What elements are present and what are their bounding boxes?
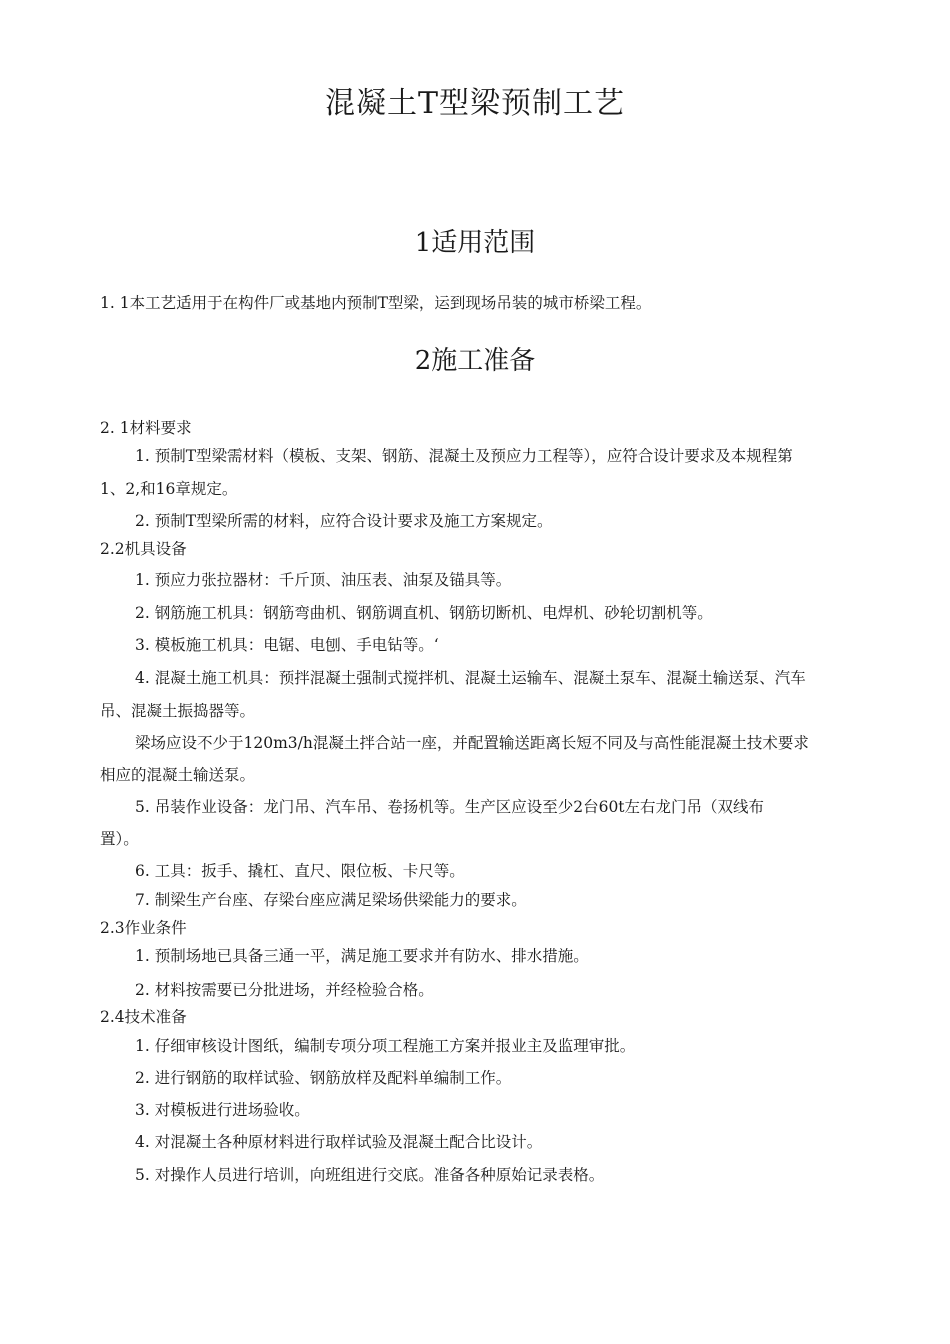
list-item-continuation: 吊、混凝土振捣器等。 <box>100 702 256 720</box>
subsection-2-1-heading: 2. 1材料要求 <box>100 419 192 437</box>
list-item: 1. 预应力张拉器材：千斤顶、油压表、油泵及锚具等。 <box>135 571 512 589</box>
note-paragraph-continuation: 相应的混凝土输送泵。 <box>100 766 256 784</box>
document-title: 混凝土T型梁预制工艺 <box>324 86 625 121</box>
note-paragraph: 梁场应设不少于120m3/h混凝土拌合站一座，并配置输送距离长短不同及与高性能混凝土技术要求 <box>135 734 809 752</box>
list-item: 2. 预制T型梁所需的材料，应符合设计要求及施工方案规定。 <box>135 512 553 530</box>
section-2-heading: 2施工准备 <box>414 346 536 376</box>
list-item: 1. 仔细审核设计图纸，编制专项分项工程施工方案并报业主及监理审批。 <box>135 1037 636 1055</box>
list-item: 2. 材料按需要已分批进场，并经检验合格。 <box>135 981 434 999</box>
list-item: 5. 吊装作业设备：龙门吊、汽车吊、卷扬机等。生产区应设至少2台60t左右龙门吊（双线布 <box>135 798 765 816</box>
list-item: 1. 预制T型梁需材料（模板、支架、钢筋、混凝土及预应力工程等），应符合设计要求及本规程第 <box>135 447 793 465</box>
subsection-2-2-heading: 2.2机具设备 <box>100 540 187 558</box>
subsection-2-3-heading: 2.3作业条件 <box>100 919 187 937</box>
list-item: 2. 钢筋施工机具：钢筋弯曲机、钢筋调直机、钢筋切断机、电焊机、砂轮切割机等。 <box>135 604 713 622</box>
list-item: 5. 对操作人员进行培训，向班组进行交底。准备各种原始记录表格。 <box>135 1166 605 1184</box>
list-item: 3. 对模板进行进场验收。 <box>135 1101 310 1119</box>
list-item: 2. 进行钢筋的取样试验、钢筋放样及配料单编制工作。 <box>135 1069 512 1087</box>
list-item-continuation: 1、2,和16章规定。 <box>100 480 238 498</box>
subsection-2-4-heading: 2.4技术准备 <box>100 1008 187 1026</box>
list-item-continuation: 置）。 <box>100 830 139 848</box>
list-item: 4. 混凝土施工机具：预拌混凝土强制式搅拌机、混凝土运输车、混凝土泵车、混凝土输送泵、汽车 <box>135 669 806 687</box>
section-1-heading: 1适用范围 <box>414 228 536 258</box>
list-item: 7. 制梁生产台座、存梁台座应满足梁场供梁能力的要求。 <box>135 891 527 909</box>
list-item: 1. 预制场地已具备三通一平，满足施工要求并有防水、排水措施。 <box>135 947 589 965</box>
list-item: 4. 对混凝土各种原材料进行取样试验及混凝土配合比设计。 <box>135 1133 543 1151</box>
list-item: 6. 工具：扳手、撬杠、直尺、限位板、卡尺等。 <box>135 862 465 880</box>
list-item: 3. 模板施工机具：电锯、电刨、手电钻等。‘ <box>135 636 439 654</box>
paragraph-1-1: 1. 1本工艺适用于在构件厂或基地内预制T型梁，运到现场吊装的城市桥梁工程。 <box>100 294 652 312</box>
